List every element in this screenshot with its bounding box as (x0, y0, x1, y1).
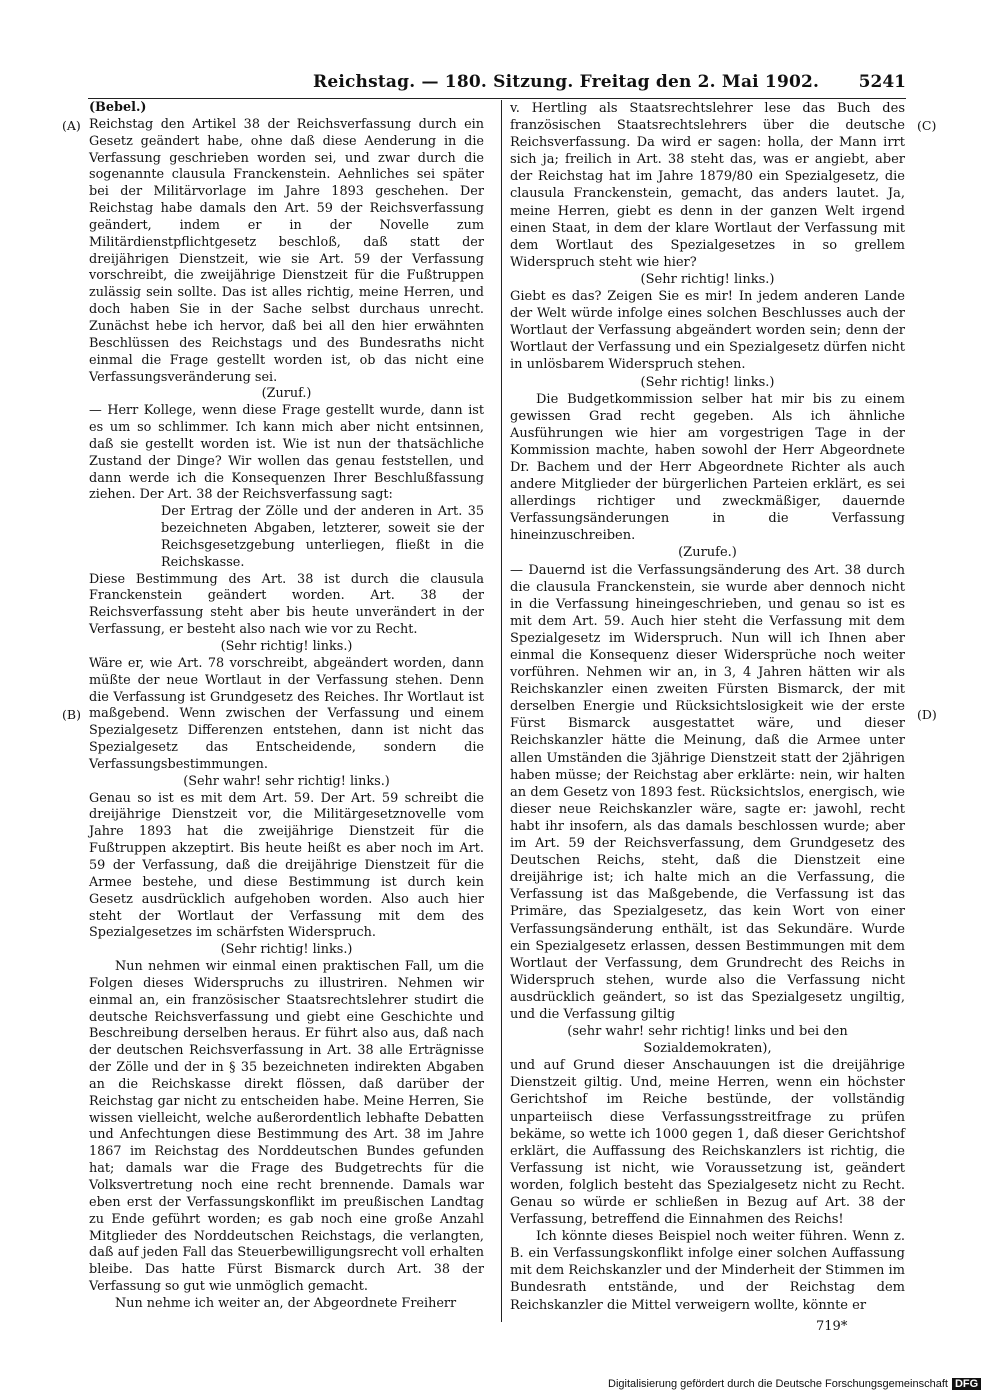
speaker-name: (Bebel.) (89, 100, 147, 115)
header-rule (88, 98, 906, 99)
margin-letter-a: (A) (62, 118, 81, 133)
margin-letter-d: (D) (917, 707, 937, 722)
paragraph: Giebt es das? Zeigen Sie es mir! In jedem anderen Lande der Welt würde infolge eines solchen Beschlusses auch der Wortlaut der Verfassung abgeändert worden sein; denn der Wortlaut der Verfassung und ein Spezialgesetz dürfen nicht in unlösbarem Widerspruch stehen. (510, 289, 905, 373)
interjection: (Sehr richtig! links.) (640, 374, 775, 390)
interjection: (Zurufe.) (678, 545, 737, 561)
paragraph: Ich könnte dieses Beispiel noch weiter führen. Wenn z. B. ein Verfassungskonflikt infolge einer solchen Auffassung mit dem Reichskanzler und der Minderheit der Stimmen im Bundesrath entstände, und der Reichstag dem Reichskanzler die Mittel verweigern wollte, könnte er (510, 1229, 905, 1313)
interjection: (Sehr richtig! links.) (220, 942, 353, 958)
dfg-logo: DFG (952, 1378, 981, 1390)
interjection: (Sehr richtig! links.) (640, 271, 775, 287)
paragraph: Genau so ist es mit dem Art. 59. Der Art. 59 schreibt die dreijährige Dienstzeit vor, die Militärgesetznovelle vom Jahre 1893 hat die zweijährige Dienstzeit für die Fußtruppen akzeptirt. Bis heute heißt es aber noch im Art. 59 der Verfassung, daß die dreijährige Dienstzeit für die Armee bestehe, und diese Bestimmung ist durch kein Gesetz ausdrücklich aufgehoben worden. Also auch hier steht der Wortlaut der Verfassung mit dem des Spezialgesetzes im schärfsten Widerspruch. (89, 790, 484, 941)
left-column (89, 100, 484, 1313)
signature-mark: 719* (816, 1319, 848, 1334)
left-column-body (89, 117, 484, 1313)
paragraph: Diese Bestimmung des Art. 38 ist durch die clausula Franckenstein geändert worden. Art. 38 der Reichsverfassung steht aber bis heute unverändert in der Verfassung, er besteht also nach wie vor zu Recht. (89, 571, 484, 638)
paragraph: — Herr Kollege, wenn diese Frage gestellt wurde, dann ist es um so schlimmer. Ich kann mich aber nicht entsinnen, daß sie gestellt worden ist. Wie ist nun der thatsächliche Zustand der Dinge? Wir wollen das genau feststellen, und dann werde ich die Konsequenzen Ihrer Beschlußfassung ziehen. Der Art. 38 der Reichsverfassung sagt: (89, 403, 484, 503)
paragraph: — Dauernd ist die Verfassungsänderung des Art. 38 durch die clausula Franckenstein, sie wurde aber dennoch nicht in die Verfassung hineingeschrieben, und genau so ist es mit dem Art. 59. Auch hier steht die Verfassung mit dem Spezialgesetz im Widerspruch. Nun will ich Ihnen aber einmal die Konsequenz dieser Widersprüche noch weiter vorführen. Nehmen wir an, in 3, 4 Jahren hätten wir als Reichskanzler einen zweiten Fürsten Bismarck, der mit derselben Energie und Rücksichtslosigkeit wie der erste Fürst Bismarck ausgestattet wäre, und dieser Reichskanzler hätte die Meinung, daß die Armee unter allen Umständen die 3jährige Dienstzeit statt der 2jährigen haben müsse; der Reichstag aber erklärte: nein, wir halten an dem Gesetz von 1893 fest. Rücksichtslos, energisch, wie dieser neue Reichskanzler wäre, sagte er: jawohl, recht habt ihr insofern, als das damals beschlossen wurde; aber im Art. 59 der Reichsverfassung, dem Grundgesetz des Deutschen Reichs, steht, daß die Dienstzeit eine dreijährige ist; ich halte mich an die Verfassung, die Verfassung ist das Maßgebende, die Verfassung ist das Primäre, das Spezialgesetz, das kein Wort von einer Verfassungsänderung enthält, ist das Sekundäre. Wurde ein Spezialgesetz erlassen, dessen Bestimmungen mit dem Wortlaut der Verfassung, dem Grundrecht des Reichs in Widerspruch stehen, wurde also die Verfassung nicht ausdrücklich geändert, so ist das Spezialgesetz ungiltig, und die Verfassung giltig (510, 562, 905, 1022)
margin-letter-b: (B) (62, 707, 81, 722)
running-title: Reichstag. — 180. Sitzung. Freitag den 2. Mai 1902. (313, 72, 820, 92)
right-column (510, 100, 905, 1314)
right-column-body (510, 100, 905, 1314)
page-header (88, 72, 906, 98)
page-number: 5241 (858, 72, 906, 92)
paragraph: Wäre er, wie Art. 78 vorschreibt, abgeändert worden, dann müßte der neue Wortlaut in der Verfassung stehen. Denn die Verfassung ist Grundgesetz des Reiches. Ihr Wortlaut ist maßgebend. Wenn zwischen der Verfassung und einem Spezialgesetz Differenzen entstehen, dann ist nicht das Spezialgesetz das Entscheidende, sondern die Verfassungsbestimmungen. (89, 655, 484, 772)
interjection: (Sehr wahr! sehr richtig! links.) (183, 773, 390, 789)
paragraph: Reichstag den Artikel 38 der Reichsverfassung durch ein Gesetz geändert habe, ohne daß diese Aenderung in die Verfassung geschrieben worden sei, und zwar durch die sogenannte clausula Franckenstein. Aehnliches sei später bei der Militärvorlage im Jahre 1893 geschehen. Der Reichstag habe damals den Art. 59 der Reichsverfassung geändert, indem er in der Novelle zum Militärdienstpflichtgesetz beschloß, daß statt der dreijährigen Dienstzeit, wie sie Art. 59 der Verfassung vorschreibt, die zweijährige Dienstzeit für die Fußtruppen zulässig sein sollte. Das ist alles richtig, meine Herren, und doch haben Sie in der Sache selbst durchaus unrecht. Zunächst hebe ich hervor, daß bei all den hier erwähnten Beschlüssen des Reichstags und des Bundesraths nicht einmal die Frage gestellt worden ist, ob das nicht eine Verfassungsveränderung sei. (89, 116, 484, 385)
paragraph: Nun nehme ich weiter an, der Abgeordnete Freiherr (115, 1295, 457, 1311)
interjection: (Zuruf.) (261, 386, 312, 402)
column-divider (501, 100, 502, 1322)
footer-credit (608, 1378, 981, 1390)
paragraph: v. Hertling als Staatsrechtslehrer lese das Buch des französischen Staatsrechtslehrers über die deutsche Reichsverfassung. Da wird er sagen: holla, der Mann irrt sich ja; freilich in Art. 38 steht das, was er angiebt, aber der Reichstag hat im Jahre 1879/80 ein Spezialgesetz, die clausula Franckenstein, gemacht, das anders lautet. Ja, meine Herren, giebt es denn in der ganzen Welt irgend einen Staat, in dem der klare Wortlaut der Verfassung mit dem Wortlaut des Spezialgesetzes in so grellem Widerspruch steht wie hier? (510, 101, 905, 270)
margin-letter-c: (C) (917, 118, 937, 133)
block-quote: Der Ertrag der Zölle und der anderen in Art. 35 bezeichneten Abgaben, letzterer, soweit sie der Reichsgesetzgebung unterliegen, fließt in die Reichskasse. (161, 504, 484, 570)
paragraph: Nun nehmen wir einmal einen praktischen Fall, um die Folgen dieses Widerspruchs zu illustriren. Nehmen wir einmal an, ein französischer Staatsrechtslehrer studirt die deutsche Reichsverfassung und giebt eine Geschichte und Beschreibung derselben heraus. Er führt also aus, daß nach der deutschen Reichsverfassung in Art. 38 alle Erträgnisse der Zölle und der in § 35 bezeichneten indirekten Abgaben an die Reichskasse direkt flössen, daß darüber der Reichstag gar nicht zu entscheiden habe. Meine Herren, Sie wissen vielleicht, welche außerordentlich lebhafte Debatten und Anfechtungen diese Bestimmung des Art. 38 im Jahre 1867 im Reichstag des Norddeutschen Bundes gefunden hat; damals war die Frage des Budgetrechts für die Volksvertretung noch eine recht brennende. Damals war eben erst der Verfassungskonflikt im preußischen Landtag zu Ende geführt worden; es gab noch eine große Anzahl Mitglieder des Norddeutschen Reichstags, die verlangten, daß auf jeden Fall das Steuerbewilligungsrecht voll erhalten bleibe. Das hatte Fürst Bismarck durch Art. 38 der Verfassung so gut wie unmöglich gemacht. (89, 959, 484, 1295)
paragraph: Die Budgetkommission selber hat mir bis zu einem gewissen Grad recht gegeben. Als ich ähnliche Ausführungen wie hier am vorgestrigen Tage in der Kommission machte, haben sowohl der Herr Abgeordnete Dr. Bachem und der Herr Abgeordnete Richter als auch andere Mitglieder der bürgerlichen Parteien erklärt, es sei allerdings richtiger und zweckmäßiger, dauernde Verfassungsänderungen in die Verfassung hineinzuschreiben. (510, 391, 905, 544)
interjection: (Sehr richtig! links.) (220, 639, 353, 654)
paragraph: und auf Grund dieser Anschauungen ist die dreijährige Dienstzeit giltig. Und, meine Herren, wenn ein höchster Gerichtshof im Reiche bestünde, der vollständig unparteiisch diese Verfassungsstreitfrage zu prüfen bekäme, so wette ich 1000 gegen 1, daß dieser Gerichtshof erklärt, die Auffassung des Reichskanzlers ist richtig, die Verfassung ist nicht, wie Voraussetzung ist, geändert worden, folglich besteht das Spezialgesetz nicht zu Recht. Genau so würde er schließen in Bezug auf Art. 38 der Verfassung, betreffend die Einnahmen des Reichs! (510, 1058, 905, 1228)
footer-text: Digitalisierung gefördert durch die Deutsche Forschungsgemeinschaft (608, 1378, 948, 1390)
interjection: (sehr wahr! sehr richtig! links und bei den Sozialdemokraten), (567, 1024, 848, 1057)
